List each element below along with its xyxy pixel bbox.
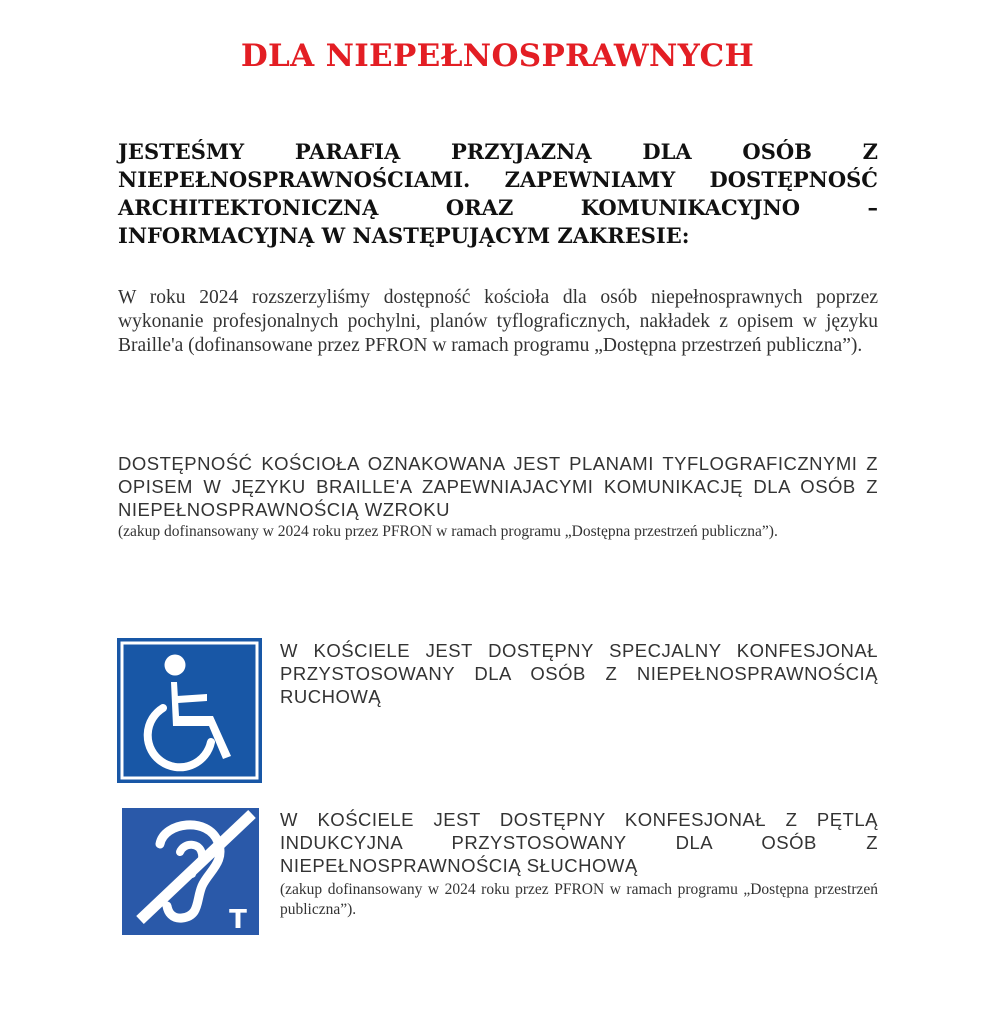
visual-accessibility-note: (zakup dofinansowany w 2024 roku przez PFRON w ramach programu „Dostępna przestrzeń publiczna”). bbox=[118, 523, 778, 540]
visual-accessibility-text: DOSTĘPNOŚĆ KOŚCIOŁA OZNAKOWANA JEST PLANAMI TYFLOGRAFICZNYMI Z OPISEM W JĘZYKU BRAILLE'A ZAPEWNIAJACYMI KOMUNIKACJĘ DLA OSÓB Z NIEPEŁNOSPRAWNOŚCIĄ WZROKU bbox=[118, 453, 878, 520]
wheelchair-icon bbox=[117, 638, 262, 783]
mobility-confessional-text: W KOŚCIELE JEST DOSTĘPNY SPECJALNY KONFESJONAŁ PRZYSTOSOWANY DLA OSÓB Z NIEPEŁNOSPRAWNOŚCIĄ RUCHOWĄ bbox=[280, 640, 878, 707]
hearing-confessional-note: (zakup dofinansowany w 2024 roku przez PFRON w ramach programu „Dostępna przestrzeń publiczna”). bbox=[280, 881, 878, 918]
page-title: DLA NIEPEŁNOSPRAWNYCH bbox=[240, 38, 755, 74]
hearing-loop-badge: T bbox=[229, 905, 247, 935]
hearing-confessional-text: W KOŚCIELE JEST DOSTĘPNY KONFESJONAŁ Z PĘTLĄ INDUKCYJNA PRZYSTOSOWANY DLA OSÓB Z NIEPEŁNOSPRAWNOŚCIĄ SŁUCHOWĄ bbox=[280, 809, 878, 876]
intro-heading: JESTEŚMY PARAFIĄ PRZYJAZNĄ DLA OSÓB Z NIEPEŁNOSPRAWNOŚCIAMI. ZAPEWNIAMY DOSTĘPNOŚĆ ARCHITEKTONICZNĄ ORAZ KOMUNIKACYJNO – INFORMACYJNĄ W NASTĘPUJĄCYM ZAKRESIE: bbox=[118, 139, 878, 248]
intro-paragraph: W roku 2024 rozszerzyliśmy dostępność kościoła dla osób niepełnosprawnych poprzez wykonanie profesjonalnych pochylni, planów tyflograficznych, nakładek z opisem w języku Braille'a (dofinansowane przez PFRON w ramach programu „Dostępna przestrzeń publiczna”). bbox=[118, 287, 878, 356]
hearing-loop-icon bbox=[122, 808, 259, 935]
